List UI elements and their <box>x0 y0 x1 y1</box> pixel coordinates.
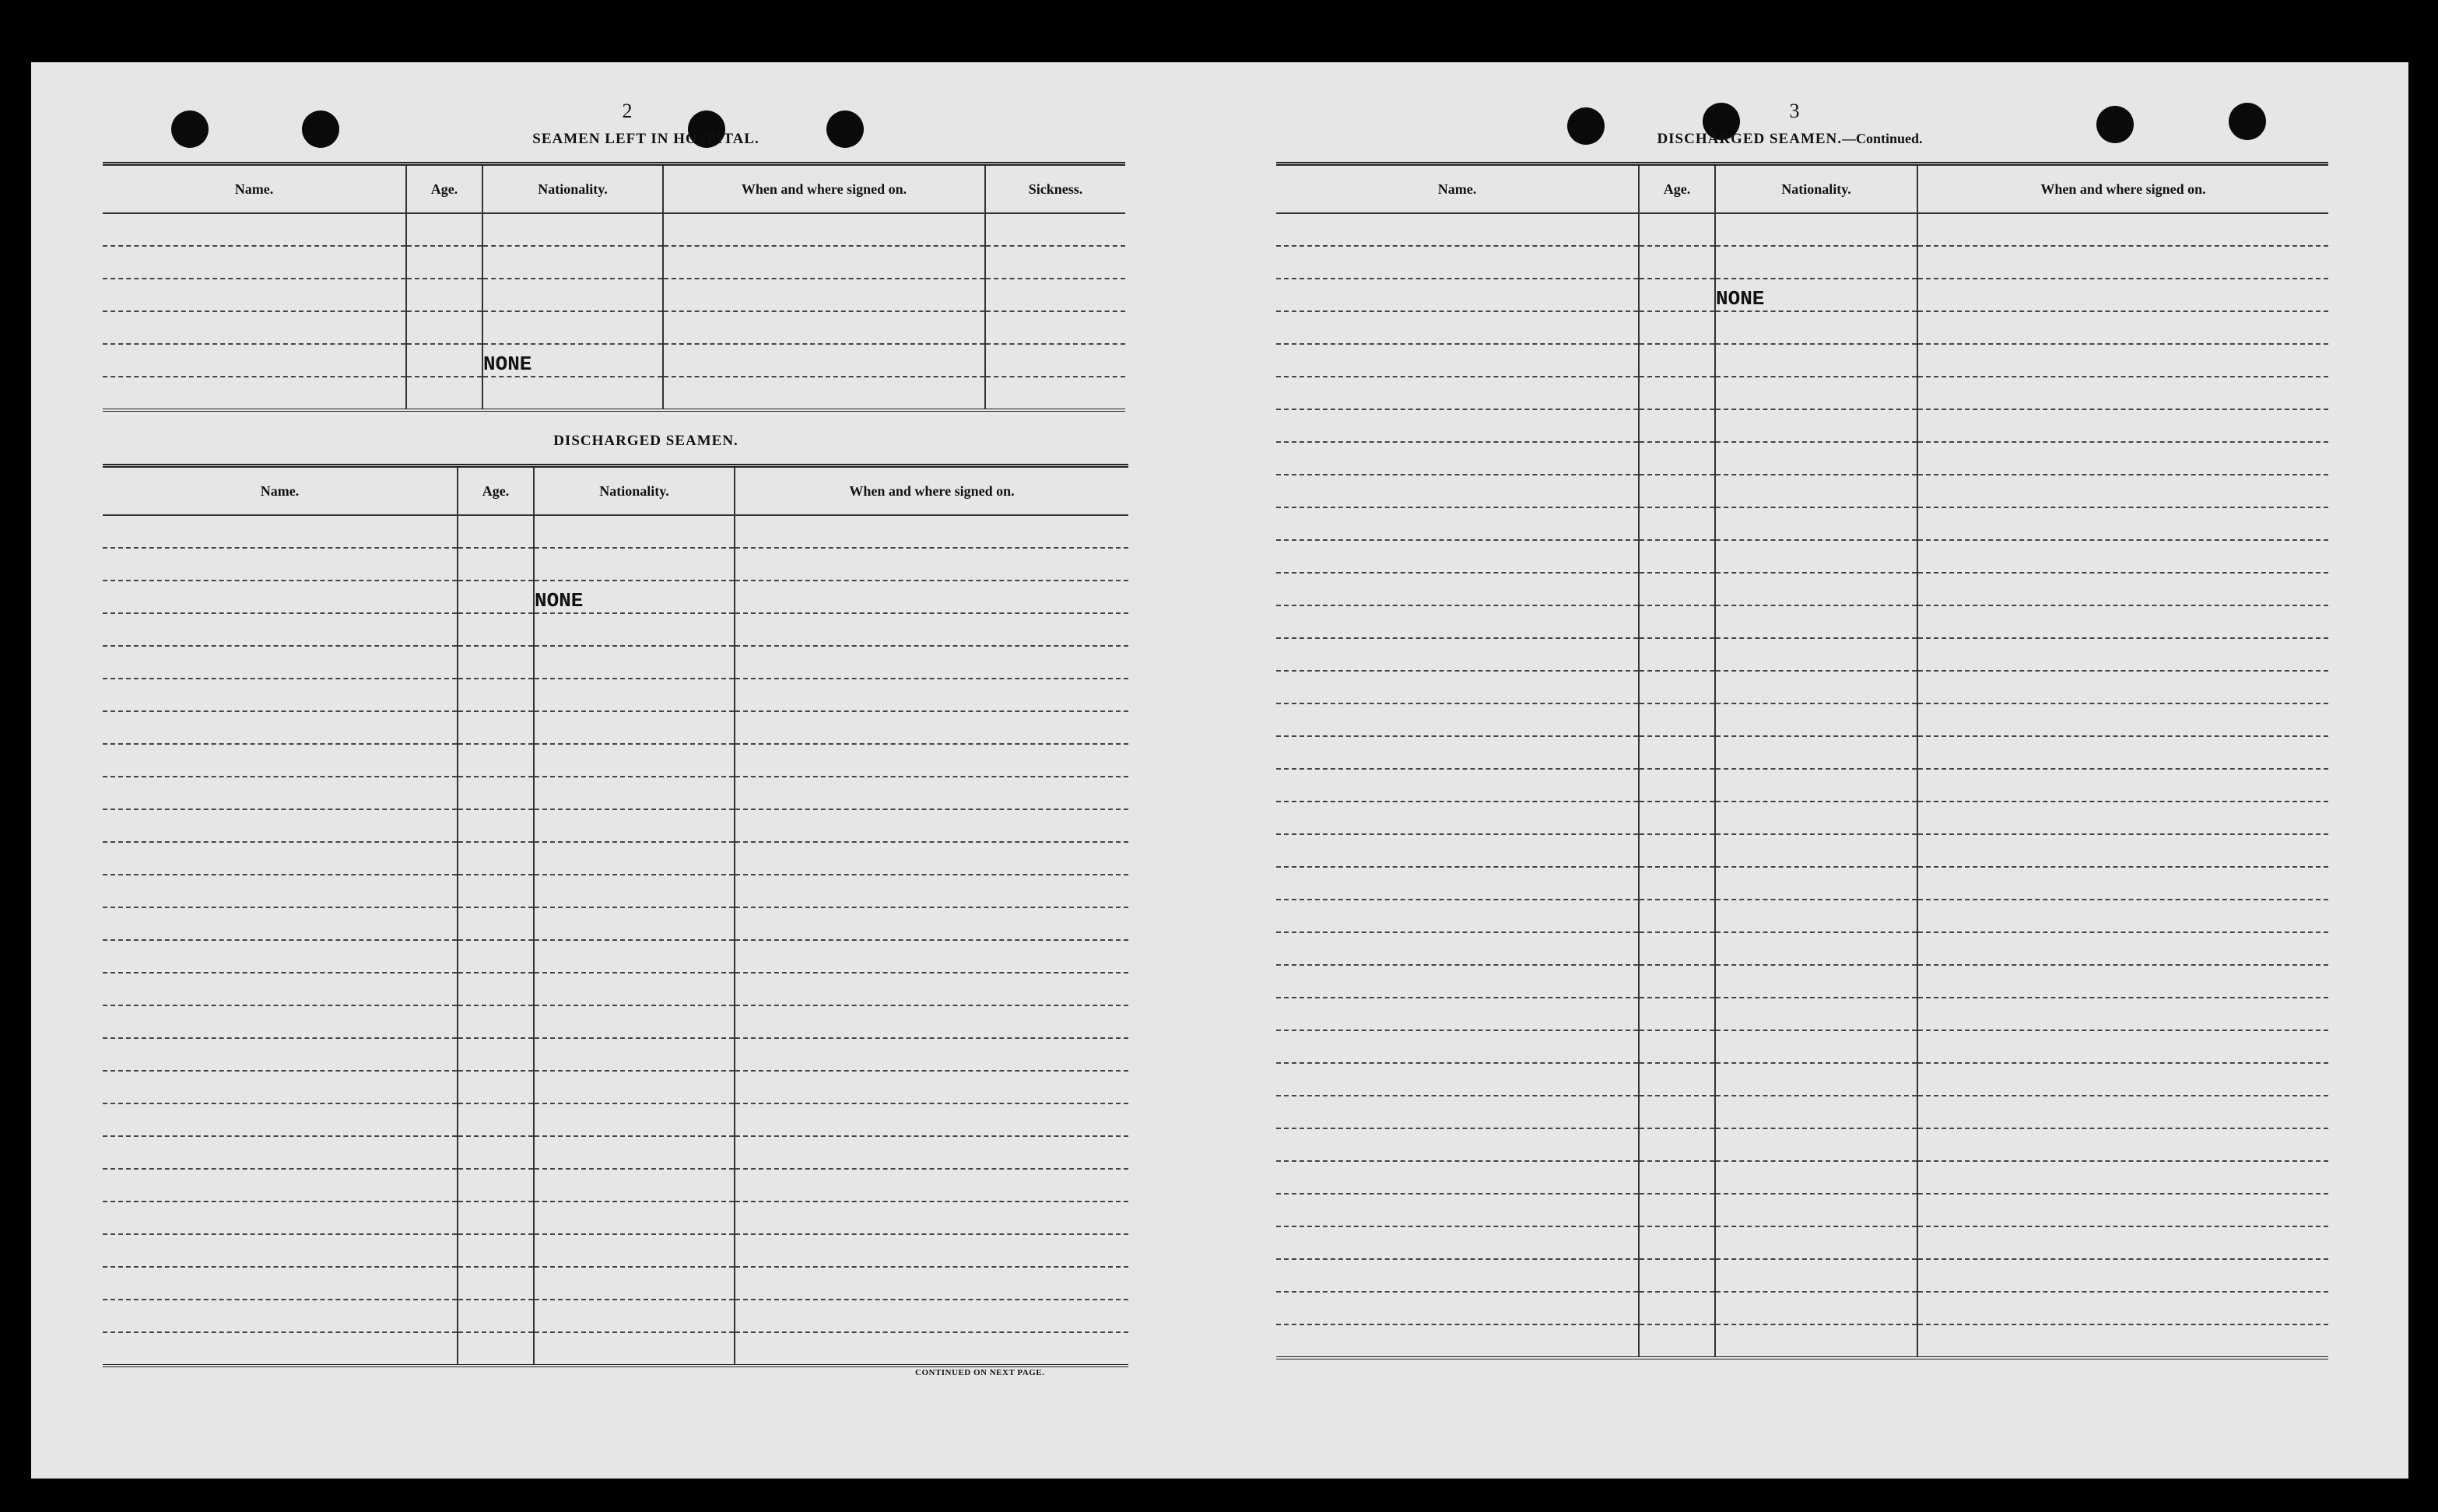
discharged-none-entry-left: NONE <box>534 581 735 613</box>
table-row <box>1276 769 2328 802</box>
table-row <box>103 1169 1128 1202</box>
table-row <box>103 744 1128 777</box>
hospital-table-header <box>103 164 1125 214</box>
table-row <box>103 1300 1128 1332</box>
table-row <box>103 515 1128 548</box>
punch-hole <box>826 111 864 148</box>
table-row <box>1276 409 2328 442</box>
column-header-name: Name. <box>103 466 458 516</box>
table-row <box>1276 638 2328 671</box>
table-row <box>103 679 1128 711</box>
column-header-signed-on: When and where signed on. <box>1917 164 2328 214</box>
discharged-table-right <box>1276 162 2328 1359</box>
table-row <box>103 344 1125 377</box>
punch-hole <box>1567 107 1605 145</box>
right-title-continued: —Continued. <box>1842 131 1923 146</box>
table-row <box>1276 834 2328 867</box>
discharged-section-title: DISCHARGED SEAMEN. <box>553 433 738 449</box>
table-row <box>1276 1292 2328 1324</box>
table-row <box>1276 1161 2328 1194</box>
page-number-right: 3 <box>1789 100 1800 122</box>
continued-note: CONTINUED ON NEXT PAGE. <box>915 1368 1045 1377</box>
table-row <box>103 1038 1128 1071</box>
table-row <box>1276 246 2328 279</box>
table-row <box>103 1234 1128 1267</box>
table-row <box>1276 573 2328 605</box>
table-row <box>103 1332 1128 1366</box>
table-row <box>103 1005 1128 1038</box>
table-row <box>103 1071 1128 1103</box>
table-row <box>1276 1096 2328 1128</box>
table-row <box>103 777 1128 809</box>
column-header-signed-on: When and where signed on. <box>663 164 985 214</box>
punch-hole <box>302 111 339 148</box>
table-row <box>1276 671 2328 703</box>
page-number-left: 2 <box>622 100 633 122</box>
table-row <box>1276 900 2328 932</box>
table-row <box>1276 867 2328 900</box>
table-row <box>1276 377 2328 409</box>
column-header-nationality: Nationality. <box>1715 164 1917 214</box>
table-row <box>1276 1030 2328 1063</box>
column-header-nationality: Nationality. <box>482 164 663 214</box>
table-row <box>103 377 1125 410</box>
table-row <box>1276 1194 2328 1226</box>
document-sheet <box>31 62 2408 1479</box>
right-title-main: DISCHARGED SEAMEN. <box>1657 131 1843 147</box>
discharged-table-left <box>103 464 1128 1367</box>
punch-hole <box>2096 106 2134 143</box>
table-row <box>103 1202 1128 1234</box>
table-row <box>103 711 1128 744</box>
right-section-title <box>1611 131 1969 148</box>
table-row <box>1276 311 2328 344</box>
table-row <box>1276 344 2328 377</box>
discharged-table-header-right <box>1276 164 2328 214</box>
table-row <box>1276 802 2328 834</box>
column-header-age: Age. <box>406 164 482 214</box>
column-header-name: Name. <box>1276 164 1639 214</box>
table-row <box>1276 279 2328 311</box>
table-row <box>103 246 1125 279</box>
discharged-none-entry-right: NONE <box>1715 279 1917 311</box>
table-row <box>1276 1226 2328 1259</box>
punch-hole <box>171 111 209 148</box>
hospital-none-entry: NONE <box>482 344 663 377</box>
column-header-nationality: Nationality. <box>534 466 735 516</box>
table-row <box>1276 998 2328 1030</box>
table-row <box>1276 442 2328 475</box>
table-row <box>103 581 1128 613</box>
table-row <box>103 1267 1128 1300</box>
table-row <box>1276 1324 2328 1358</box>
table-row <box>103 613 1128 646</box>
table-row <box>103 1103 1128 1136</box>
table-row <box>103 907 1128 940</box>
table-row <box>1276 540 2328 573</box>
punch-hole <box>2229 103 2266 140</box>
table-row <box>1276 605 2328 638</box>
table-row <box>103 646 1128 679</box>
table-row <box>103 548 1128 581</box>
table-row <box>103 973 1128 1005</box>
table-row <box>103 1136 1128 1169</box>
table-row <box>103 842 1128 875</box>
column-header-age: Age. <box>458 466 534 516</box>
table-row <box>103 875 1128 907</box>
table-row <box>103 311 1125 344</box>
table-row <box>1276 475 2328 507</box>
column-header-signed-on: When and where signed on. <box>735 466 1128 516</box>
table-row <box>1276 1063 2328 1096</box>
table-row <box>103 940 1128 973</box>
table-row <box>1276 932 2328 965</box>
table-row <box>103 809 1128 842</box>
table-row <box>1276 1259 2328 1292</box>
column-header-sickness: Sickness. <box>985 164 1125 214</box>
discharged-table-header <box>103 466 1128 516</box>
table-row <box>1276 965 2328 998</box>
hospital-table <box>103 162 1125 412</box>
table-row <box>103 213 1125 246</box>
hospital-section-title: SEAMEN LEFT IN HOSPITAL. <box>532 131 759 147</box>
table-row <box>1276 507 2328 540</box>
table-row <box>1276 1128 2328 1161</box>
table-row <box>1276 703 2328 736</box>
column-header-age: Age. <box>1639 164 1715 214</box>
table-row <box>1276 213 2328 246</box>
table-row <box>1276 736 2328 769</box>
column-header-name: Name. <box>103 164 406 214</box>
table-row <box>103 279 1125 311</box>
